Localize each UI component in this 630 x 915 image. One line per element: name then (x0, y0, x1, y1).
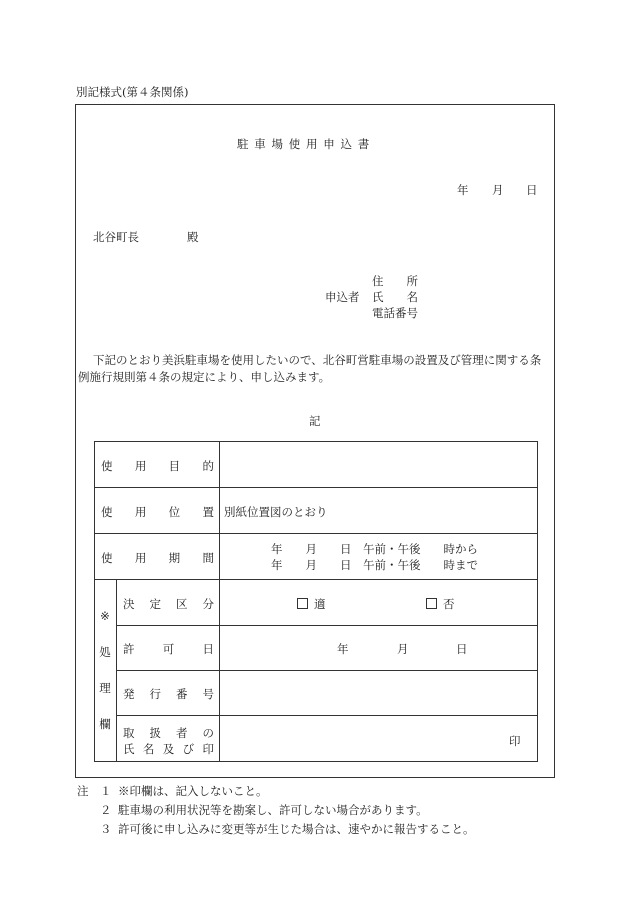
note-2-num: ２ (100, 803, 112, 817)
note-2-text: 駐車場の利用状況等を勘案し、許可しない場合があります。 (118, 803, 428, 817)
row-purpose-label: 使 用 目 的 (101, 459, 214, 473)
row-period-from: 年 月 日 午前・午後 時から (271, 542, 478, 556)
note-1-num: １ (100, 784, 112, 798)
handler-label-line2: 氏 名 及 び 印 (123, 742, 214, 756)
handler-label-line1: 取 扱 者 の (123, 726, 214, 740)
issue-number-label: 発 行 番 号 (123, 687, 214, 701)
processing-marker: ※ (100, 609, 110, 623)
applicant-address-label: 住 所 (372, 274, 418, 288)
permit-date-day: 日 (456, 642, 468, 656)
row-location-label: 使 用 位 置 (101, 505, 214, 519)
body-text-line2: 例施行規則第４条の規定により、申し込みます。 (78, 370, 331, 384)
permit-date-month: 月 (397, 642, 409, 656)
note-3-num: ３ (100, 822, 112, 836)
body-text-line1: 下記のとおり美浜駐車場を使用したいので、北谷町営駐車場の設置及び管理に関する条 (93, 353, 542, 367)
decision-reject-option[interactable]: 否 (426, 596, 455, 612)
row-purpose-value[interactable] (224, 458, 524, 472)
applicant-name-label: 氏 名 (372, 290, 418, 304)
form-label: 別記様式(第４条関係) (76, 85, 189, 99)
seal-mark: 印 (509, 734, 521, 748)
addressee-honorific: 殿 (187, 230, 199, 244)
applicant-label: 申込者 (325, 290, 360, 304)
row-period-to: 年 月 日 午前・午後 時まで (271, 558, 478, 572)
processing-label-3: 欄 (99, 717, 111, 731)
form-title: 駐車場使用申込書 (237, 137, 375, 151)
notes-head: 注 (77, 784, 89, 798)
note-3-text: 許可後に申し込みに変更等が生じた場合は、速やかに報告すること。 (118, 822, 475, 836)
approve-checkbox[interactable] (297, 598, 308, 609)
ki-heading: 記 (309, 414, 321, 428)
reject-checkbox[interactable] (426, 598, 437, 609)
date-day: 日 (526, 183, 538, 197)
decision-approve-option[interactable]: 適 (297, 596, 326, 612)
processing-label-2: 理 (99, 681, 111, 695)
row-period-label: 使 用 期 間 (101, 551, 214, 565)
date-year: 年 (457, 183, 469, 197)
date-month: 月 (492, 183, 504, 197)
permit-date-year: 年 (337, 642, 349, 656)
processing-label-1: 処 (99, 645, 111, 659)
addressee-name: 北谷町長 (93, 230, 139, 244)
applicant-phone-label: 電話番号 (372, 306, 418, 320)
decision-label: 決 定 区 分 (123, 597, 214, 611)
row-location-value: 別紙位置図のとおり (224, 505, 328, 519)
permit-date-label: 許 可 日 (123, 642, 214, 656)
note-1-text: ※印欄は、記入しないこと。 (118, 784, 268, 798)
